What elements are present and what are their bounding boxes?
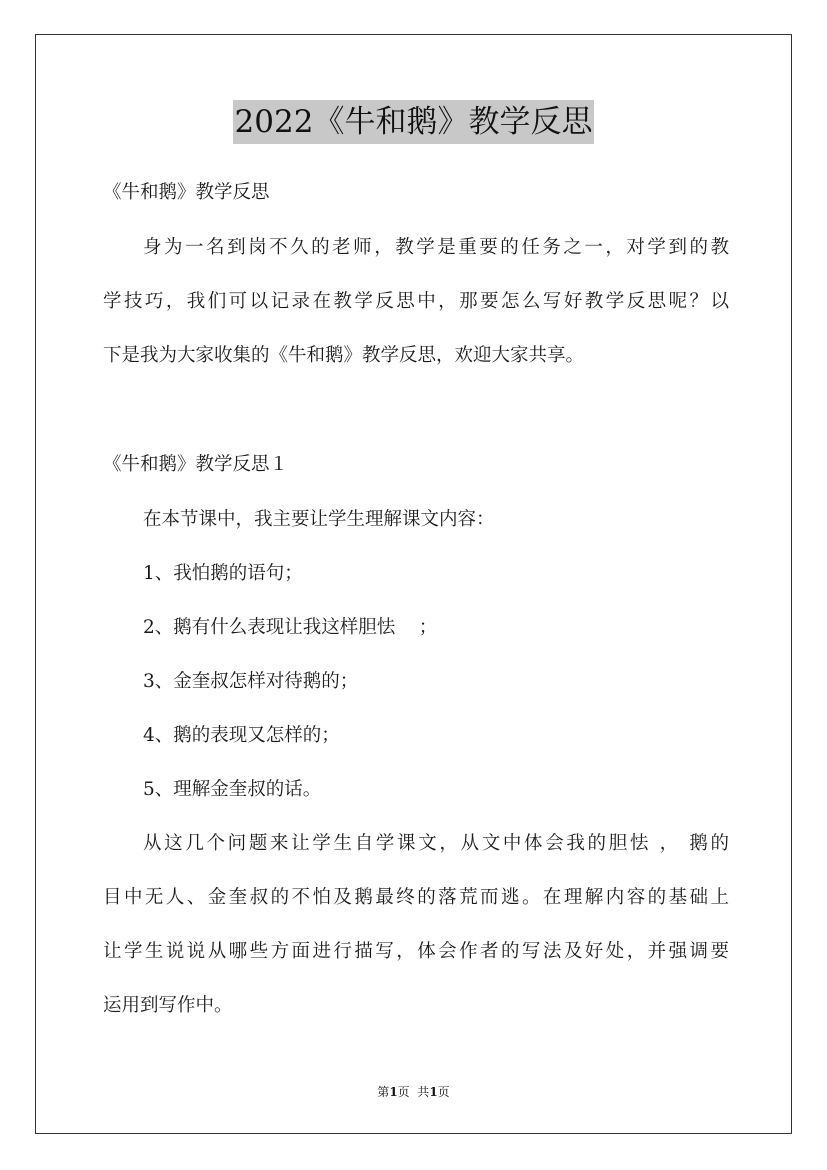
body-line-1: 从这几个问题来让学生自学课文，从文中体会我的胆怯 ， 鹅的 — [143, 833, 729, 854]
document-title: 2022《牛和鹅》教学反思 — [233, 100, 595, 144]
footer-label-pre: 第 — [377, 1085, 390, 1099]
body-line-2: 目中无人、金奎叔的不怕及鹅最终的落荒而逃。在理解内容的基础上 — [103, 887, 729, 908]
body-line-4: 运用到写作中。 — [103, 995, 233, 1016]
page-footer — [0, 1084, 827, 1100]
intro-line-3: 下是我为大家收集的《牛和鹅》教学反思，欢迎大家共享。 — [103, 345, 585, 366]
footer-label-mid: 页 共 — [397, 1085, 430, 1099]
title-container — [0, 100, 827, 144]
intro-line-1: 身为一名到岗不久的老师，教学是重要的任务之一，对学到的教 — [143, 237, 729, 258]
list-item-2: 2、鹅有什么表现让我这样胆怯 ； — [143, 617, 438, 638]
list-item-1: 1、我怕鹅的语句； — [143, 563, 303, 584]
footer-label-post: 页 — [437, 1085, 450, 1099]
footer-page-current: 1 — [389, 1085, 398, 1099]
list-item-4: 4、鹅的表现又怎样的； — [143, 725, 340, 746]
subtitle: 《牛和鹅》教学反思 — [103, 182, 270, 203]
intro-line-2: 学技巧，我们可以记录在教学反思中，那要怎么写好教学反思呢？以 — [103, 291, 729, 312]
section-heading: 《牛和鹅》教学反思１ — [103, 454, 289, 475]
body-line-3: 让学生说说从哪些方面进行描写，体会作者的写法及好处，并强调要 — [103, 941, 729, 962]
footer-page-total: 1 — [429, 1085, 438, 1099]
list-item-5: 5、理解金奎叔的话。 — [143, 779, 322, 800]
list-item-3: 3、金奎叔怎样对待鹅的； — [143, 671, 359, 692]
lead-paragraph: 在本节课中，我主要让学生理解课文内容： — [143, 509, 495, 530]
